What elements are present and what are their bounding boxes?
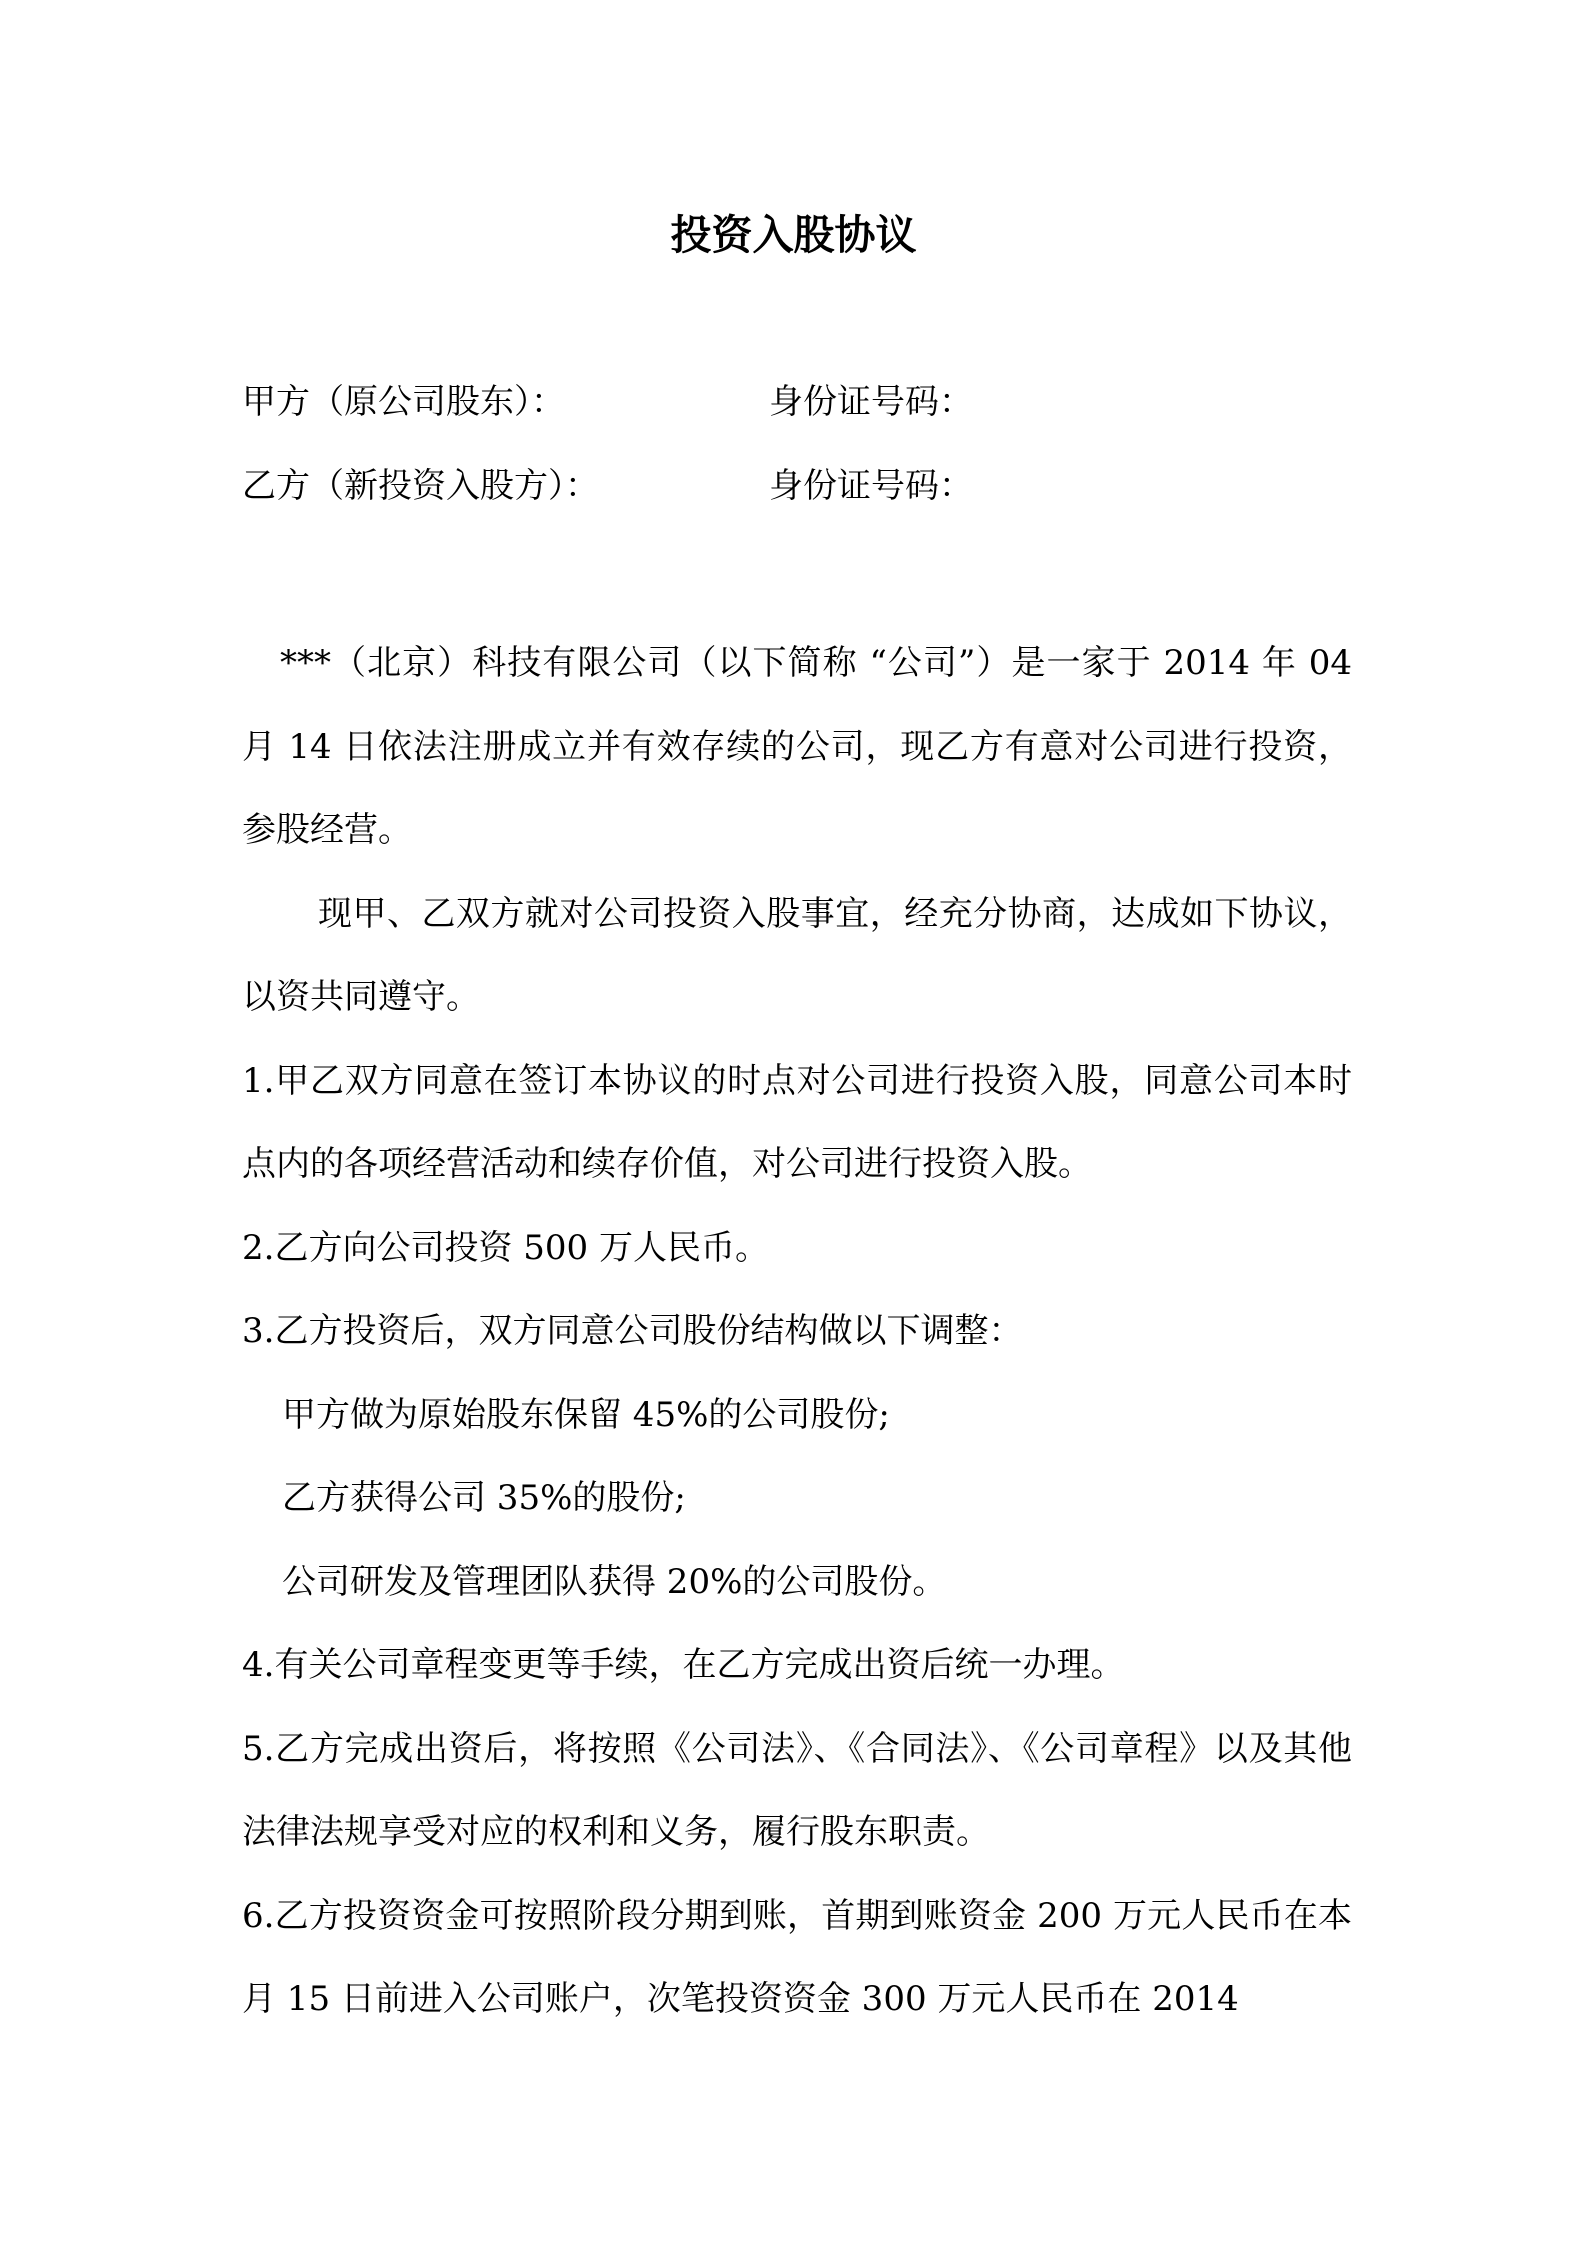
party-a-row: [242, 372, 1352, 432]
clause-1: 1.甲乙双方同意在签订本协议的时点对公司进行投资入股，同意公司本时点内的各项经营活动和续存价值，对公司进行投资入股。: [242, 1060, 1352, 1184]
clause-3-item: 公司研发及管理团队获得 20%的公司股份。: [282, 1561, 947, 1602]
party-a-id-label: 身份证号码：: [769, 382, 973, 422]
preamble-paragraph: 现甲、乙双方就对公司投资入股事宜，经充分协商，达成如下协议，以资共同遵守。: [242, 893, 1352, 1017]
clause-5: 5.乙方完成出资后，将按照《公司法》、《合同法》、《公司章程》以及其他法律法规享受对应的权利和义务，履行股东职责。: [242, 1728, 1352, 1852]
clause-6: 6.乙方投资资金可按照阶段分期到账，首期到账资金 200 万元人民币在本月 15 日前进入公司账户，次笔投资资金 300 万元人民币在 2014: [242, 1895, 1352, 2019]
clause-3: 3.乙方投资后，双方同意公司股份结构做以下调整：: [242, 1311, 1023, 1351]
party-b-row: [242, 456, 1352, 516]
clause-4: 4.有关公司章程变更等手续，在乙方完成出资后统一办理。: [242, 1645, 1125, 1685]
party-b-label: 乙方（新投资入股方）：: [242, 466, 599, 506]
clause-2: 2.乙方向公司投资 500 万人民币。: [242, 1227, 769, 1268]
intro-paragraph: ***（北京）科技有限公司（以下简称 “公司”）是一家于 2014 年 04 月 14 日依法注册成立并有效存续的公司，现乙方有意对公司进行投资，参股经营。: [242, 643, 1352, 850]
clause-3-item: 甲方做为原始股东保留 45%的公司股份;: [282, 1394, 890, 1435]
party-b-id-label: 身份证号码：: [769, 466, 973, 506]
party-a-label: 甲方（原公司股东）：: [242, 382, 565, 422]
document-title: 投资入股协议: [670, 211, 917, 259]
clause-3-item: 乙方获得公司 35%的股份;: [282, 1478, 686, 1518]
agreement-body: [242, 622, 1352, 2042]
